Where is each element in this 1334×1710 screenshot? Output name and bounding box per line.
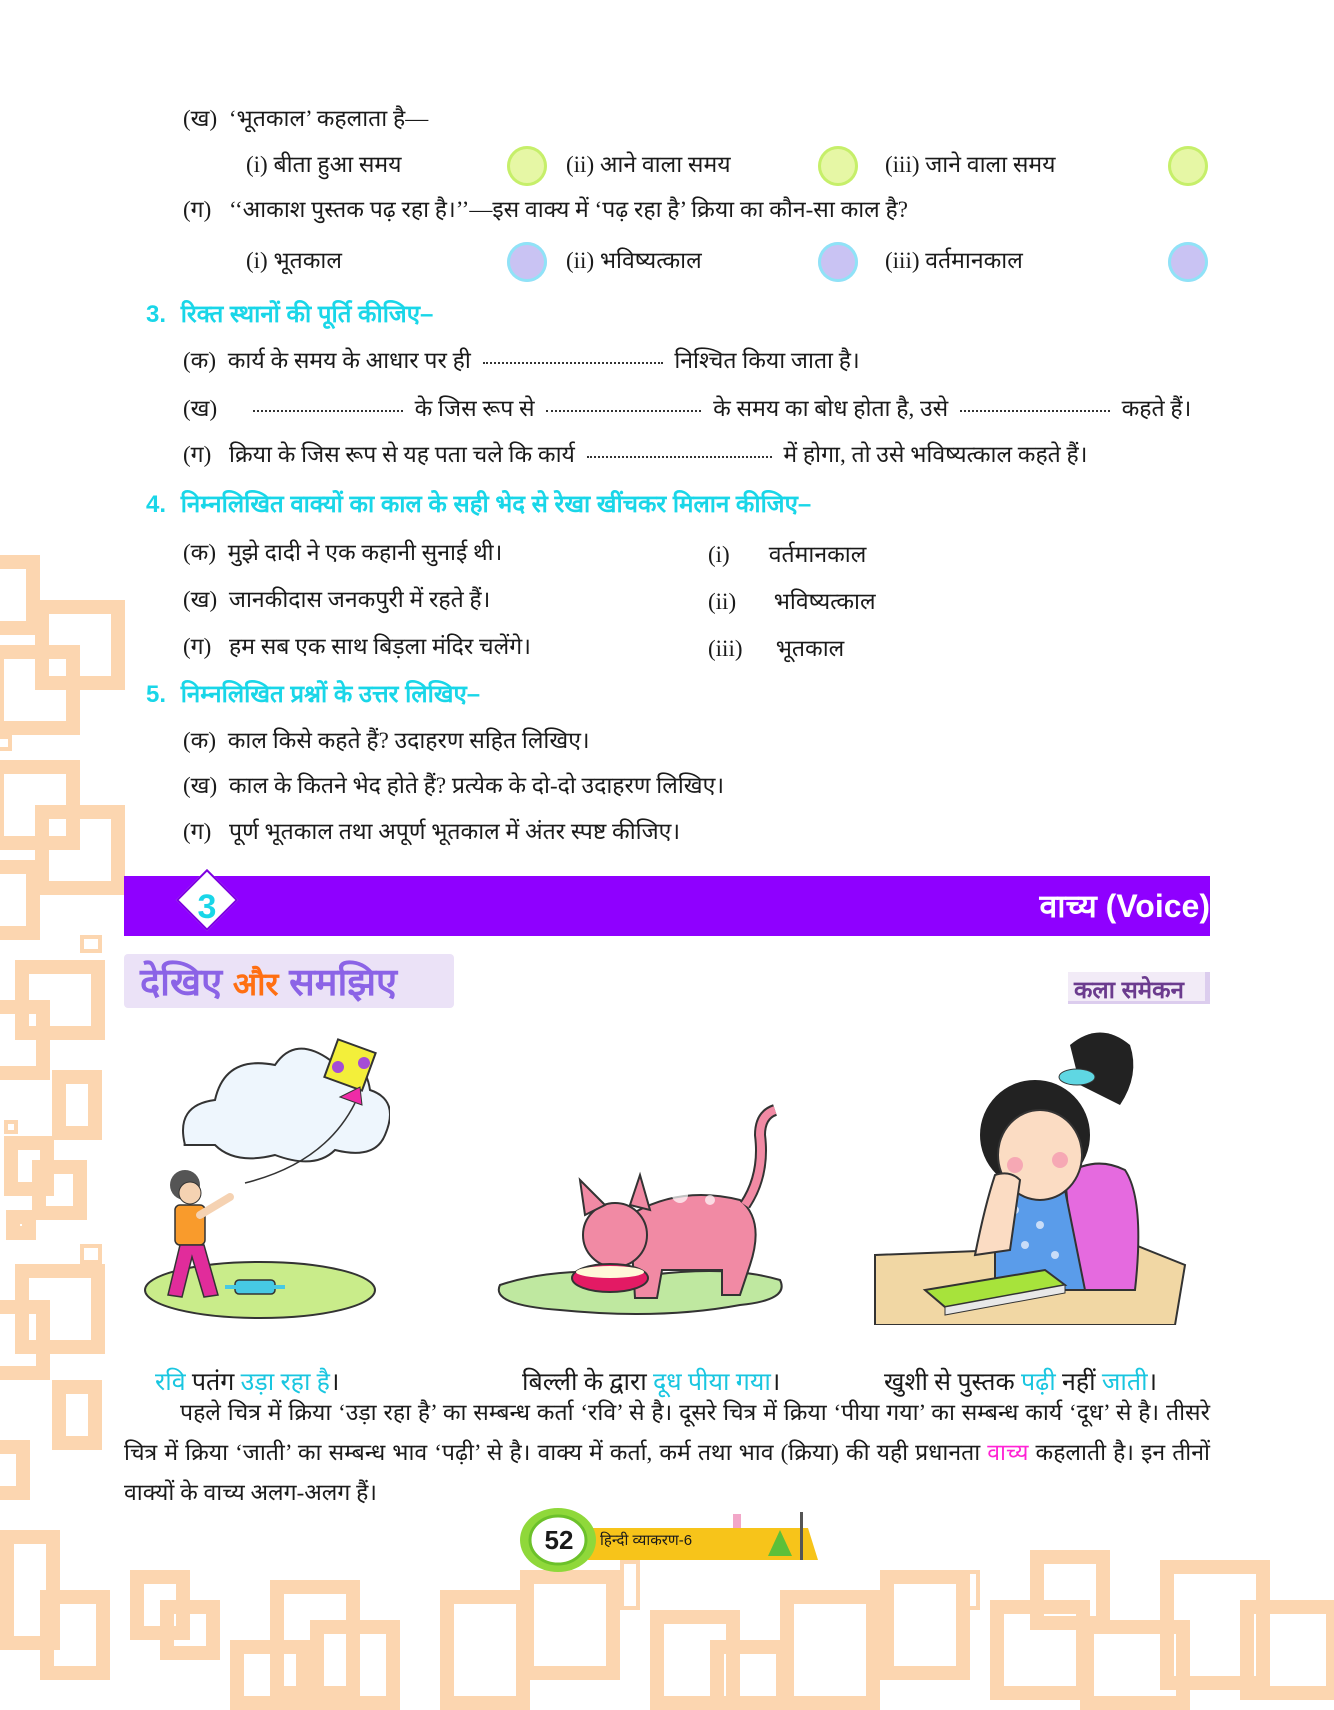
girl-sad-with-book-illustration: [865, 1015, 1195, 1325]
decor-square: [230, 1640, 310, 1710]
cat-drinking-milk-illustration: [490, 1100, 790, 1330]
book-title: हिन्दी व्याकरण-6: [600, 1532, 693, 1549]
option-text: (i) बीता हुआ समय: [246, 152, 402, 177]
decor-square: [1030, 1550, 1110, 1630]
decor-square: [0, 555, 40, 635]
question-number: 4.: [146, 491, 167, 518]
decor-square: [520, 1570, 620, 1680]
chapter-title: वाच्य (Voice): [1039, 888, 1210, 924]
decor-square: [80, 935, 102, 953]
answer-bubble-option-2[interactable]: [818, 242, 858, 282]
match-option: भूतकाल: [775, 636, 845, 661]
explanation-paragraph: [124, 1393, 1210, 1513]
see-understand-heading: [140, 955, 397, 1007]
decor-square: [710, 1640, 790, 1710]
blank-field[interactable]: [483, 346, 663, 364]
caption-part: ।: [1147, 1369, 1158, 1396]
decor-square: [440, 1590, 530, 1710]
fill-text: क्रिया के जिस रूप से यह पता चले कि कार्य: [229, 442, 575, 467]
match-option: भविष्यत्काल: [773, 589, 876, 614]
item-label: (ग): [183, 197, 212, 222]
item-label: (क): [183, 540, 216, 565]
decor-square: [0, 1440, 30, 1500]
decor-square: [40, 1590, 110, 1680]
question-text: ‘‘आकाश पुस्तक पढ़ रहा है।’’—इस वाक्य में ‘पढ़ रहा है’ क्रिया का कौन-सा काल है?: [229, 197, 908, 222]
caption-part: पढ़ी: [1020, 1369, 1056, 1396]
item-label: (ख): [183, 587, 218, 612]
item-label: (ख): [183, 396, 218, 421]
item-label: (क): [183, 728, 216, 753]
question-heading: निम्नलिखित प्रश्नों के उत्तर लिखिए–: [180, 681, 481, 708]
answer-bubble-option-3[interactable]: [1168, 242, 1208, 282]
fill-text: में होगा, तो उसे भविष्यत्काल कहते हैं।: [783, 442, 1088, 467]
option-text: (ii) भविष्यत्काल: [566, 248, 702, 273]
option-text: (iii) वर्तमानकाल: [885, 248, 1023, 273]
match-label: (iii): [708, 636, 743, 661]
paragraph-text: कहलाती है। इन तीनों वाक्यों के वाच्य अलग-अलग हैं।: [124, 1440, 1210, 1505]
match-label: (i): [708, 542, 730, 567]
item-label: (ग): [183, 442, 212, 467]
decor-square: [52, 1070, 102, 1140]
answer-bubble-option-1[interactable]: [507, 242, 547, 282]
boy-flying-kite-illustration: [130, 1025, 390, 1325]
caption-part: रवि: [155, 1369, 186, 1396]
decor-square: [35, 805, 125, 895]
answer-bubble-option-2[interactable]: [818, 146, 858, 186]
question-text: काल के कितने भेद होते हैं? प्रत्येक के दो-दो उदाहरण लिखिए।: [228, 773, 725, 798]
decor-square: [52, 1380, 102, 1450]
heading-word: और: [232, 966, 279, 1002]
heading-word: देखिए: [140, 962, 223, 1004]
option-text: (ii) आने वाला समय: [566, 152, 731, 177]
caption-part: खुशी से पुस्तक: [884, 1369, 1021, 1396]
question-number: 5.: [146, 681, 167, 708]
question-heading: रिक्त स्थानों की पूर्ति कीजिए–: [180, 301, 434, 328]
decor-square: [32, 1160, 87, 1220]
caption-part: ।: [329, 1369, 340, 1396]
question-text: ‘भूतकाल’ कहलाता है—: [228, 106, 429, 131]
blank-field[interactable]: [587, 440, 772, 458]
decor-square: [1240, 1600, 1334, 1700]
decor-square: [780, 1590, 880, 1710]
caption-part: जाती: [1101, 1369, 1148, 1396]
fill-text: कहते हैं।: [1121, 396, 1192, 421]
fill-text: के समय का बोध होता है, उसे: [713, 396, 949, 421]
page-number: 52: [544, 1525, 574, 1555]
match-sentence: हम सब एक साथ बिड़ला मंदिर चलेंगे।: [229, 634, 531, 659]
fill-text: कार्य के समय के आधार पर ही: [227, 348, 471, 373]
decor-square: [310, 1620, 400, 1710]
blank-field[interactable]: [960, 394, 1110, 412]
decor-square: [880, 1570, 970, 1680]
chapter-number: 3: [197, 888, 217, 926]
caption-part: ।: [770, 1369, 781, 1396]
match-label: (ii): [708, 589, 737, 614]
item-label: (ख): [183, 773, 218, 798]
caption-part: उड़ा रहा है: [240, 1369, 330, 1396]
decor-square: [960, 1570, 980, 1610]
caption-part: दूध पीया गया: [652, 1369, 771, 1396]
decor-square: [0, 1000, 50, 1080]
fill-text: निश्चित किया जाता है।: [674, 348, 860, 373]
caption-part: पतंग: [185, 1369, 241, 1396]
decor-square: [0, 860, 40, 940]
match-option: वर्तमानकाल: [768, 542, 867, 567]
question-heading: निम्नलिखित वाक्यों का काल के सही भेद से रेखा खींचकर मिलान कीजिए–: [180, 491, 812, 518]
blank-field[interactable]: [253, 394, 403, 412]
option-text: (iii) जाने वाला समय: [885, 152, 1056, 177]
decor-square: [80, 1244, 102, 1264]
caption-part: नहीं: [1055, 1369, 1102, 1396]
match-sentence: मुझे दादी ने एक कहानी सुनाई थी।: [227, 540, 503, 565]
decor-square: [6, 1210, 36, 1240]
decor-square: [160, 1600, 220, 1660]
match-sentence: जानकीदास जनकपुरी में रहते हैं।: [228, 587, 491, 612]
heading-word: समझिए: [289, 962, 398, 1004]
question-text: पूर्ण भूतकाल तथा अपूर्ण भूतकाल में अंतर स्पष्ट कीजिए।: [229, 819, 681, 844]
highlight-term: वाच्य: [987, 1440, 1029, 1465]
answer-bubble-option-3[interactable]: [1168, 146, 1208, 186]
answer-bubble-option-1[interactable]: [507, 146, 547, 186]
option-text: (i) भूतकाल: [246, 248, 342, 273]
decor-square: [0, 645, 80, 735]
decor-square: [0, 1300, 50, 1380]
item-label: (ग): [183, 819, 212, 844]
item-label: (क): [183, 348, 216, 373]
question-text: काल किसे कहते हैं? उदाहरण सहित लिखिए।: [227, 728, 590, 753]
blank-field[interactable]: [546, 394, 701, 412]
item-label: (ख): [183, 106, 218, 131]
decor-square: [4, 1120, 18, 1134]
question-number: 3.: [146, 301, 167, 328]
paragraph-text: पहले चित्र में क्रिया ‘उड़ा रहा है’ का सम्बन्ध कर्ता ‘रवि’ से है। दूसरे चित्र में क्रिया ‘पीया गया’ का सम्बन्ध कार्य ‘दूध’ से है। तीसरे चित्र में क्रिया ‘जाती’ का सम्बन्ध भाव ‘पढ़ी’ से है। वाक्य में कर्ता, कर्म तथा भाव (क्रिया) की यही प्रधानता: [124, 1400, 1210, 1465]
caption-part: बिल्ली के द्वारा: [522, 1369, 653, 1396]
fill-text: के जिस रूप से: [414, 396, 535, 421]
decor-square: [0, 735, 12, 751]
item-label: (ग): [183, 634, 212, 659]
art-integration-label: कला समेकन: [1074, 977, 1184, 1004]
